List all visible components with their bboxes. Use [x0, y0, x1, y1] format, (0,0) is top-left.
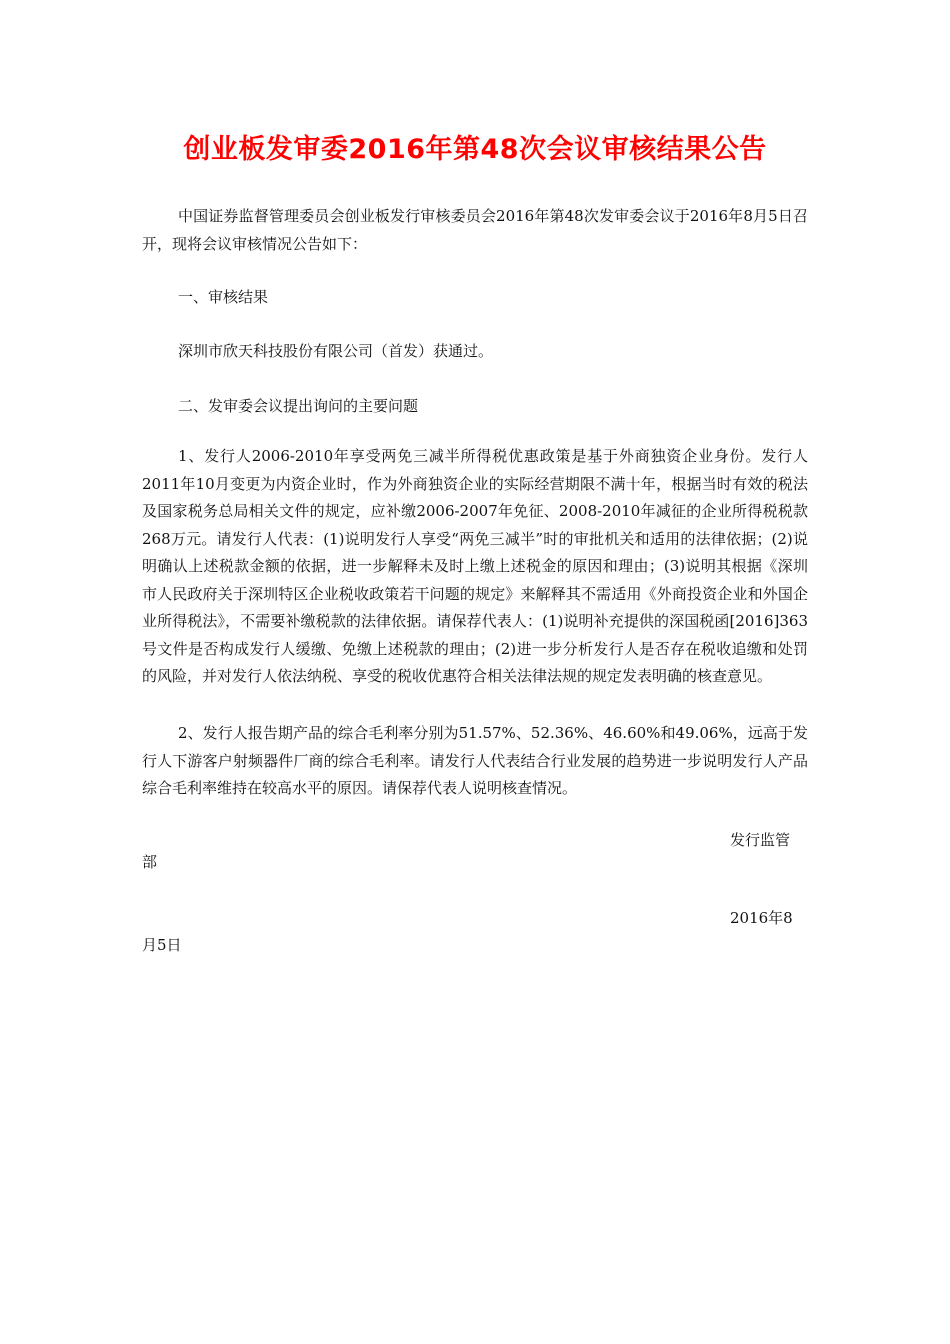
- question-2-paragraph: 2、发行人报告期产品的综合毛利率分别为51.57%、52.36%、46.60%和49.06%，远高于发行人下游客户射频器件厂商的综合毛利率。请发行人代表结合行业发展的趋势进一步说明发行人产品综合毛利率维持在较高水平的原因。请保荐代表人说明核查情况。: [142, 724, 808, 797]
- question-1-paragraph: 1、发行人2006-2010年享受两免三减半所得税优惠政策是基于外商独资企业身份。发行人2011年10月变更为内资企业时，作为外商独资企业的实际经营期限不满十年，根据当时有效的税法及国家税务总局相关文件的规定，应补缴2006-2007年免征、2008-2010年减征的企业所得税税款268万元。请发行人代表：(1)说明发行人享受“两免三减半”时的审批机关和适用的法律依据；(2)说明确认上述税款金额的依据，进一步解释未及时上缴上述税金的原因和理由；(3)说明其根据《深圳市人民政府关于深圳特区企业税收政策若干问题的规定》来解释其不需适用《外商投资企业和外国企业所得税法》，不需要补缴税款的法律依据。请保荐代表人：(1)说明补充提供的深国税函[2016]363号文件是否构成发行人缓缴、免缴上述税款的理由；(2)进一步分析发行人是否存在税收追缴和处罚的风险，并对发行人依法纳税、享受的税收优惠符合相关法律法规的规定发表明确的核查意见。: [142, 447, 808, 685]
- section1-heading: 一、审核结果: [178, 288, 269, 306]
- signature-line-2: 部: [142, 853, 158, 871]
- date-line-1: 2016年8: [730, 909, 793, 927]
- date-line-2: 月5日: [142, 936, 182, 954]
- signature-line-1: 发行监管: [730, 831, 791, 849]
- section1-body: 深圳市欣天科技股份有限公司（首发）获通过。: [178, 342, 494, 360]
- document-title: 创业板发审委2016年第48次会议审核结果公告: [183, 134, 767, 165]
- intro-paragraph: 中国证券监督管理委员会创业板发行审核委员会2016年第48次发审委会议于2016年8月5日召开，现将会议审核情况公告如下：: [142, 207, 808, 253]
- section2-heading: 二、发审委会议提出询问的主要问题: [178, 397, 419, 415]
